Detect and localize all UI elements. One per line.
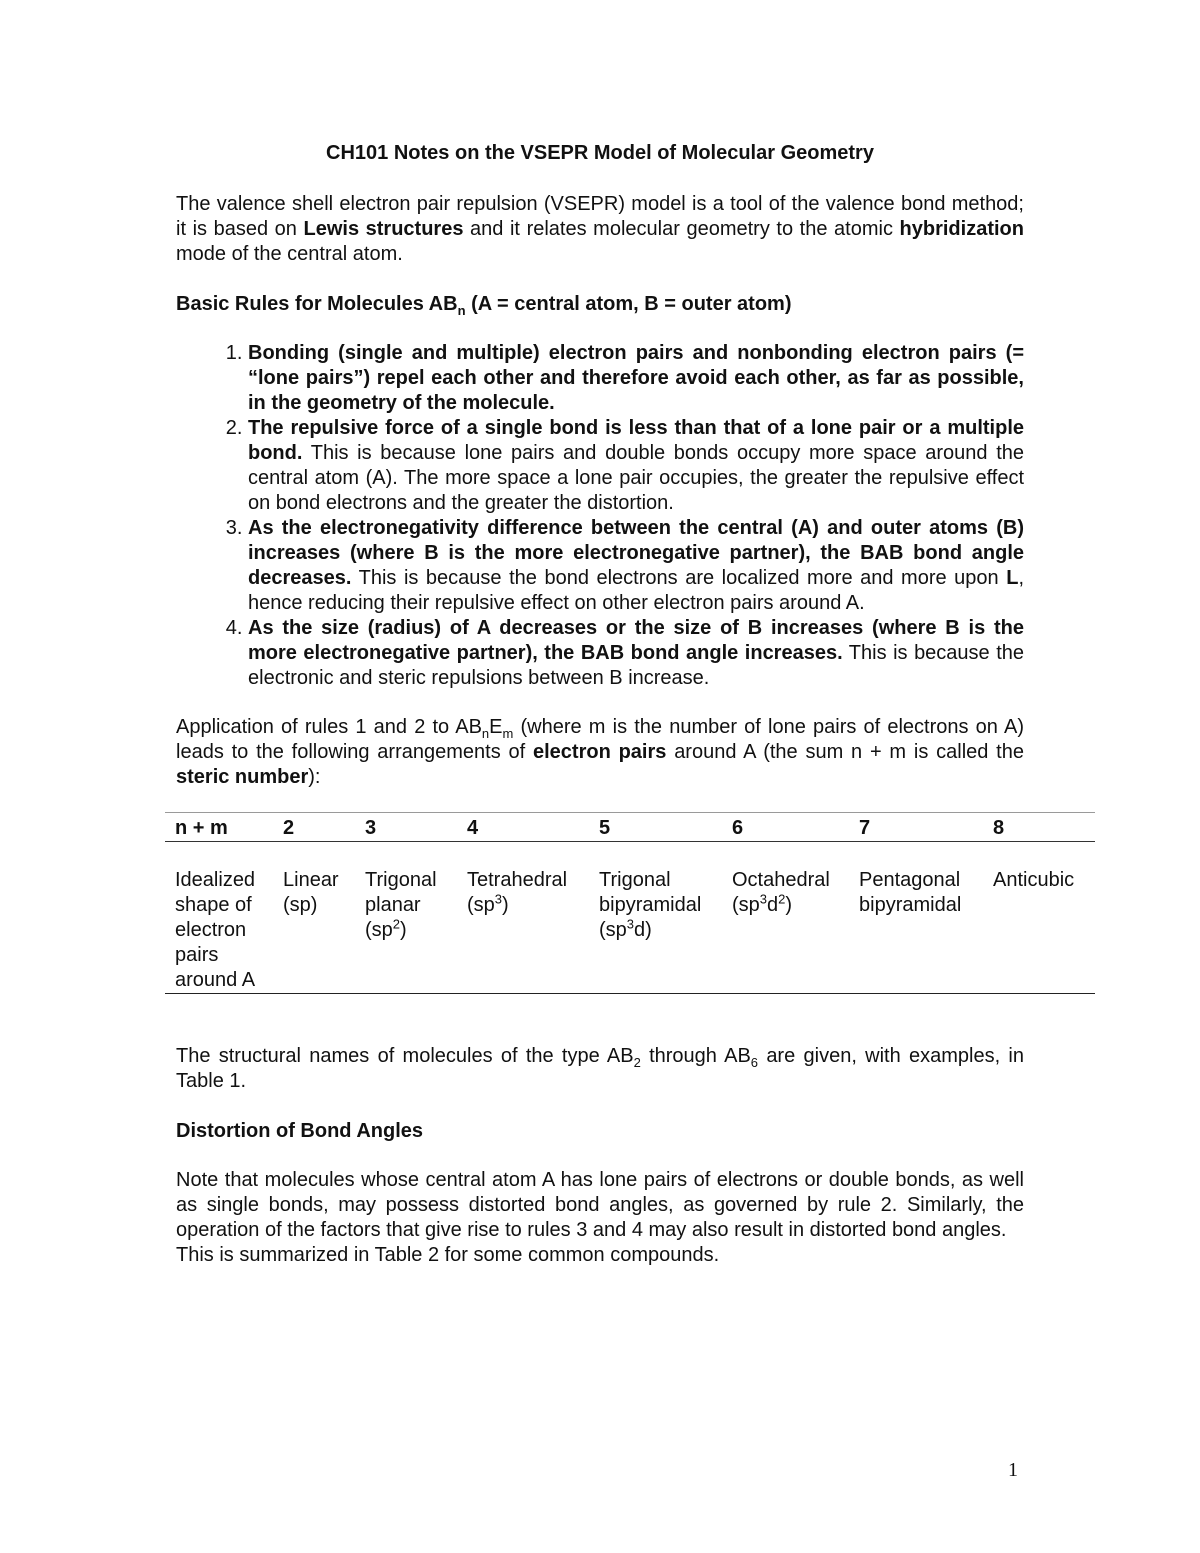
structural-sub-6: 6 (750, 1055, 759, 1070)
intro-text-2: and it relates molecular geometry to the atomic (463, 218, 900, 240)
rules-list (176, 341, 1024, 691)
distortion-paragraph: Note that molecules whose central atom A has lone pairs of electrons or double bonds, as well as single bonds, may possess distorted bond angles, as governed by rule 2. Similarly, the operation of the factors that give rise to rules 3 and 4 may also result in distorted bond angles. (176, 1169, 1024, 1241)
structural-sub-2: 2 (633, 1055, 641, 1070)
intro-paragraph (176, 192, 1024, 267)
rules-heading-sub: n (457, 303, 466, 318)
rule-2-text: This is because lone pairs and double bonds occupy more space around the central atom (A). The more space a lone pair occupies, the greater the repulsive effect on bond electrons and the greater the distortion. (248, 442, 1024, 514)
table-cell-linear (273, 842, 355, 994)
rule-3-bold-l: L (1006, 567, 1019, 589)
structural-text-2: through AB (640, 1045, 751, 1067)
rules-heading-tail: (A = central atom, B = outer atom) (465, 293, 792, 315)
hybridization: (sp) (283, 894, 318, 916)
application-text-2: (where m is the number of lone pairs of electrons on A) leads to the following arrangements of (176, 716, 1024, 763)
rule-4-bold: As the size (radius) of A decreases or the size of B increases (where B is the more electronegative partner), the BAB bond angle increases. (248, 617, 1024, 664)
rule-1 (248, 341, 1024, 416)
table-header-cell: 3 (355, 813, 457, 842)
intro-text-1: The valence shell electron pair repulsion (VSEPR) model is a tool of the valence bond method; it is based on (176, 193, 1024, 240)
rule-3-text: This is because the bond electrons are localized more and more upon (351, 567, 1007, 589)
intro-bold-hybridization: hybridization (899, 218, 1024, 240)
shape-name: Trigonal bipyramidal (599, 869, 702, 916)
rule-4-text: This is because the electronic and steric repulsions between B increase. (248, 642, 1024, 689)
hybridization-tail: ) (785, 894, 793, 916)
application-text-1: Application of rules 1 and 2 to AB (176, 716, 482, 738)
shape-name: Trigonal planar (365, 869, 437, 916)
hybridization: (sp (365, 919, 393, 941)
table-header-row (165, 813, 1095, 842)
shape-name: Anticubic (993, 869, 1075, 891)
rules-heading (176, 291, 1024, 317)
rule-1-bold: Bonding (single and multiple) electron pairs and nonbonding electron pairs (= “lone pairs”) repel each other and therefore avoid each other, as far as possible, in the geometry of the molecule. (248, 342, 1024, 414)
shape-name: Octahedral (732, 869, 830, 891)
application-text-e: E (489, 716, 503, 738)
hybridization: (sp (467, 894, 495, 916)
hybridization-sup: 2 (392, 916, 401, 932)
table-row-label: Idealized shape of electron pairs around A (165, 842, 273, 994)
page-number: 1 (1008, 1459, 1018, 1481)
shape-name: Tetrahedral (467, 869, 568, 891)
steric-number-table (165, 812, 1095, 994)
intro-text-3: mode of the central atom. (176, 243, 403, 265)
intro-bold-lewis: Lewis structures (303, 218, 464, 240)
application-bold-electron-pairs: electron pairs (532, 741, 667, 763)
table-cell-trigonal-bipyramidal (589, 842, 722, 994)
hybridization-tail: ) (400, 919, 407, 941)
application-bold-steric-number: steric number (176, 766, 309, 788)
table-row (165, 842, 1095, 994)
table-header-cell: 6 (722, 813, 849, 842)
table-header-cell: n + m (165, 813, 273, 842)
hybridization-tail: d) (634, 919, 652, 941)
table-header-cell: 4 (457, 813, 589, 842)
application-sub-n: n (481, 726, 490, 741)
rule-2 (248, 416, 1024, 516)
table-header-cell: 7 (849, 813, 983, 842)
application-sub-m: m (502, 726, 514, 741)
table-cell-pentagonal-bipyramidal (849, 842, 983, 994)
table-header-cell: 5 (589, 813, 722, 842)
table-cell-trigonal-planar (355, 842, 457, 994)
application-text-4: ): (308, 766, 321, 788)
table-cell-tetrahedral (457, 842, 589, 994)
application-paragraph (176, 715, 1024, 790)
application-text-3: around A (the sum n + m is called the (666, 741, 1024, 763)
rule-3-bold: As the electronegativity difference between the central (A) and outer atoms (B) increases (where B is the more electronegative partner), the BAB bond angle decreases. (248, 517, 1024, 589)
shape-name: Linear (283, 869, 339, 891)
table-header-cell: 8 (983, 813, 1095, 842)
rule-4 (248, 616, 1024, 691)
structural-text-1: The structural names of molecules of the type AB (176, 1045, 634, 1067)
table-header-cell: 2 (273, 813, 355, 842)
hybridization: (sp (599, 919, 627, 941)
structural-paragraph (176, 1044, 1024, 1094)
hybridization-tail: ) (502, 894, 509, 916)
document-page (175, 138, 1075, 1268)
hybridization-sup: 3 (494, 891, 503, 907)
rule-2-bold: The repulsive force of a single bond is less than that of a lone pair or a multiple bond. (248, 417, 1024, 464)
rule-3 (248, 516, 1024, 616)
page-title: CH101 Notes on the VSEPR Model of Molecular Geometry (326, 142, 874, 164)
shape-name: Pentagonal bipyramidal (859, 869, 962, 916)
structural-text-3: are given, with examples, in Table 1. (176, 1045, 1025, 1092)
table-cell-anticubic (983, 842, 1095, 994)
table-cell-octahedral (722, 842, 849, 994)
hybridization-sup: 3 (626, 916, 635, 932)
hybridization-sup-2: 2 (778, 891, 786, 907)
hybridization-sup: 3 (759, 891, 768, 907)
distortion-heading: Distortion of Bond Angles (176, 1120, 424, 1142)
rule-3-text-tail: , hence reducing their repulsive effect on other electron pairs around A. (248, 567, 1024, 614)
hybridization: (sp (732, 894, 760, 916)
rules-heading-text: Basic Rules for Molecules AB (176, 293, 458, 315)
hybridization-mid: d (767, 894, 779, 916)
distortion-summary: This is summarized in Table 2 for some common compounds. (176, 1244, 720, 1266)
